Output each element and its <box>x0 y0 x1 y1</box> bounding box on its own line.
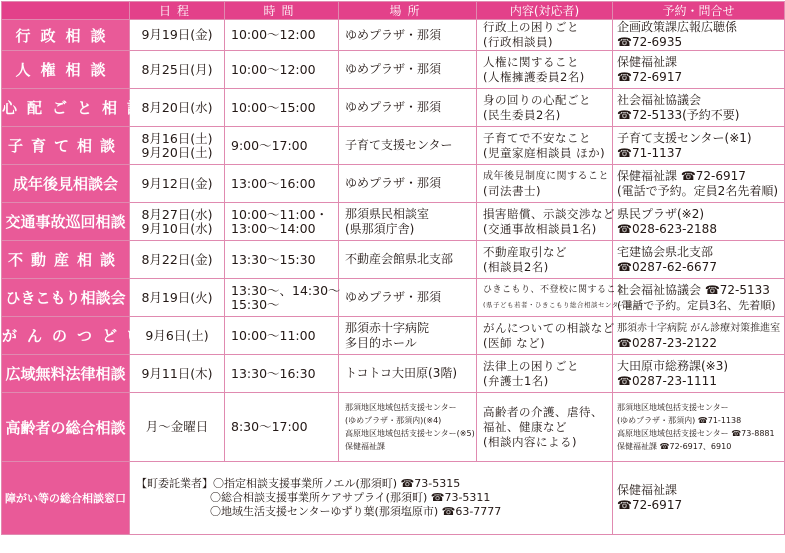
place-cell <box>339 20 477 51</box>
header-place: 場所 <box>339 2 477 20</box>
contact-line: (電話で予約。定員3名、先着順) <box>617 298 776 312</box>
time-cell <box>225 51 339 89</box>
consultation-row <box>2 355 785 393</box>
place-cell <box>339 165 477 203</box>
disability-row <box>2 462 785 535</box>
contact-line: 子育て支援センター(※1) <box>617 130 752 145</box>
place-line: ゆめプラザ・那須 <box>345 27 442 42</box>
contact-line: ☎0287-62-6677 <box>617 259 717 274</box>
header-time: 時間 <box>225 2 339 20</box>
time-line: 10:00〜12:00 <box>231 61 316 77</box>
content-line: (交通事故相談員1名) <box>483 221 597 236</box>
contact-cell <box>613 317 785 355</box>
date-line: 8月19日(火) <box>141 289 213 305</box>
contact-cell <box>613 393 785 462</box>
provider-line: 【町委託業者】〇指定相談支援事業所ノエル(那須町) ☎73-5315 <box>136 477 461 490</box>
place-line: 不動産会館県北支部 <box>345 252 454 266</box>
place-cell <box>339 317 477 355</box>
place-line: ゆめプラザ・那須 <box>345 100 442 114</box>
contact-cell <box>613 165 785 203</box>
header-content: 内容(対応者) <box>477 2 613 20</box>
place-cell <box>339 241 477 279</box>
time-cell <box>225 393 339 462</box>
contact-line: (ゆめプラザ・那須内) ☎71-1138 <box>617 416 742 425</box>
contact-line: ☎028-623-2188 <box>617 221 717 236</box>
time-line: 13:00〜16:00 <box>231 175 316 191</box>
time-line: 10:00〜15:00 <box>231 99 316 115</box>
contact-line: 社会福祉協議会 <box>617 92 702 107</box>
contact-line: 県民プラザ(※2) <box>617 206 705 221</box>
time-cell <box>225 127 339 165</box>
consultation-name: 交通事故巡回相談 <box>2 203 130 241</box>
date-cell <box>130 279 225 317</box>
time-line: 8:30〜17:00 <box>231 419 308 434</box>
consultation-row <box>2 51 785 89</box>
contact-cell <box>613 279 785 317</box>
contact-cell <box>613 51 785 89</box>
consultation-name: 高齢者の総合相談 <box>2 393 130 462</box>
consultation-name: 不動産相談 <box>2 241 130 279</box>
place-line: 那須赤十字病院 <box>345 320 430 335</box>
consultation-row <box>2 203 785 241</box>
contact-line: 高原地区地域包括支援センター ☎73-8881 <box>617 429 775 438</box>
content-line: (医師 など) <box>483 335 546 350</box>
consultation-row <box>2 165 785 203</box>
time-cell <box>225 279 339 317</box>
contact-cell <box>613 203 785 241</box>
date-cell <box>130 393 225 462</box>
time-cell <box>225 89 339 127</box>
date-line: 9月11日(木) <box>141 365 213 381</box>
content-line: (相談内容による) <box>483 434 577 449</box>
contact-line: 保健福祉課 ☎72-6917、6910 <box>617 442 732 451</box>
content-line: 子育てで不安なこと <box>483 130 591 145</box>
place-cell <box>339 279 477 317</box>
place-cell <box>339 127 477 165</box>
header-row <box>2 2 785 20</box>
date-cell <box>130 51 225 89</box>
content-line: (弁護士1名) <box>483 373 549 388</box>
date-line: 8月16日(土) <box>141 130 213 146</box>
time-line: 10:00〜11:00・ <box>231 206 329 222</box>
consultation-name: 行政相談 <box>2 20 130 51</box>
content-line: 不動産取引など <box>483 244 567 259</box>
content-cell <box>477 89 613 127</box>
content-cell <box>477 241 613 279</box>
contact-line: ☎71-1137 <box>617 145 683 160</box>
content-cell <box>477 203 613 241</box>
date-line: 9月12日(金) <box>141 175 213 191</box>
content-line: がんについての相談など <box>483 320 615 335</box>
content-line: 法律上の困りごと <box>483 358 579 373</box>
date-line: 8月27日(水) <box>141 206 213 222</box>
content-line: 成年後見制度に関すること <box>483 170 609 182</box>
content-line: (児童家庭相談員 ほか) <box>483 145 606 160</box>
consultation-name: がんのつどい <box>2 317 130 355</box>
contact-line: 保健福祉課 ☎72-6917 <box>617 168 746 183</box>
contact-cell <box>613 241 785 279</box>
consultation-row <box>2 393 785 462</box>
place-line: トコトコ大田原(3階) <box>345 366 458 380</box>
header-contact: 予約・問合せ <box>613 2 785 20</box>
consultation-row <box>2 20 785 51</box>
time-line: 13:00〜14:00 <box>231 220 316 236</box>
contact-line: 那須赤十字病院 がん診療対策推進室 <box>617 322 781 334</box>
date-cell <box>130 127 225 165</box>
content-cell <box>477 317 613 355</box>
contact-line: ☎72-5133(予約不要) <box>617 107 740 122</box>
content-cell <box>477 165 613 203</box>
time-line: 9:00〜17:00 <box>231 137 308 153</box>
content-line: (民生委員2名) <box>483 107 561 122</box>
consultation-row <box>2 279 785 317</box>
contact-line: ☎72-6935 <box>617 35 683 49</box>
content-line: 行政上の困りごと <box>483 20 579 34</box>
date-line: 9月6日(土) <box>145 327 209 343</box>
time-line: 10:00〜12:00 <box>231 27 316 42</box>
content-line: 損害賠償、示談交渉など <box>483 206 615 221</box>
content-line: (司法書士) <box>483 183 541 198</box>
time-cell <box>225 317 339 355</box>
consultation-name: 成年後見相談会 <box>2 165 130 203</box>
date-line: 8月25日(月) <box>141 61 213 77</box>
provider-line: 〇地域生活支援センターゆずり葉(那須塩原市) ☎63-7777 <box>210 505 502 518</box>
date-line: 9月10日(水) <box>141 220 213 236</box>
contact-line: 那須地区地域包括支援センター <box>617 403 729 412</box>
consultation-name: 人権相談 <box>2 51 130 89</box>
place-cell <box>339 393 477 462</box>
content-line: (行政相談員) <box>483 35 553 49</box>
place-cell <box>339 89 477 127</box>
consultation-name: 子育て相談 <box>2 127 130 165</box>
time-cell <box>225 355 339 393</box>
content-line: (相談員2名) <box>483 259 549 274</box>
date-cell <box>130 241 225 279</box>
content-cell <box>477 51 613 89</box>
place-line: 子育て支援センター <box>345 138 453 152</box>
content-line: 身の回りの心配ごと <box>483 92 591 107</box>
time-line: 13:30〜16:30 <box>231 365 316 381</box>
date-cell <box>130 355 225 393</box>
place-line: 保健福祉課 <box>345 442 385 451</box>
content-line: 人権に関すること <box>483 54 579 69</box>
contact-line: 保健福祉課 <box>617 483 678 497</box>
date-line: 9月20日(土) <box>141 144 213 160</box>
contact-line: ☎72-6917 <box>617 498 683 512</box>
content-line: 福祉、健康など <box>483 419 567 434</box>
time-line: 15:30〜 <box>231 296 280 312</box>
place-cell <box>339 51 477 89</box>
content-cell <box>477 355 613 393</box>
contact-line: 大田原市総務課(※3) <box>617 358 729 373</box>
content-line: (県子ども若者・ひきこもり総合相談センター職員) <box>483 300 643 309</box>
contact-line: 宅建協会県北支部 <box>617 244 714 259</box>
time-line: 13:30〜15:30 <box>231 251 316 267</box>
contact-line: (電話で予約。定員2名先着順) <box>617 183 778 198</box>
content-line: 高齢者の介護、虐待、 <box>483 404 603 419</box>
content-line: (人権擁護委員2名) <box>483 69 585 84</box>
contact-line: 企画政策課広報広聴係 <box>617 20 738 34</box>
header-date: 日程 <box>130 2 225 20</box>
place-line: ゆめプラザ・那須 <box>345 176 442 190</box>
place-line: ゆめプラザ・那須 <box>345 290 442 304</box>
contact-cell <box>613 89 785 127</box>
time-cell <box>225 203 339 241</box>
time-cell <box>225 165 339 203</box>
date-cell <box>130 203 225 241</box>
contact-cell <box>613 355 785 393</box>
provider-line: 〇総合相談支援事業所ケアサプライ(那須町) ☎73-5311 <box>210 491 491 504</box>
place-line: 高原地区地域包括支援センター(※5) <box>345 429 475 438</box>
disability-providers <box>130 462 613 535</box>
consultation-name: ひきこもり相談会 <box>2 279 130 317</box>
consultation-row <box>2 317 785 355</box>
place-line: 多目的ホール <box>345 335 417 350</box>
place-line: (ゆめプラザ・那須内)(※4) <box>345 416 442 425</box>
contact-line: 社会福祉協議会 ☎72-5133 <box>617 282 770 297</box>
content-line: ひきこもり、不登校に関すること <box>483 284 626 295</box>
date-line: 8月22日(金) <box>141 251 213 267</box>
content-cell <box>477 127 613 165</box>
content-cell <box>477 393 613 462</box>
place-line: (県那須庁舎) <box>345 221 415 236</box>
contact-line: ☎72-6917 <box>617 69 683 84</box>
consultation-name: 心配ごと相談 <box>2 89 130 127</box>
consultation-row <box>2 127 785 165</box>
date-line: 9月19日(金) <box>141 27 213 42</box>
date-line: 8月20日(水) <box>141 99 213 115</box>
place-cell <box>339 203 477 241</box>
header-blank <box>2 2 130 20</box>
contact-cell <box>613 127 785 165</box>
consultation-row <box>2 89 785 127</box>
place-line: 那須地区地域包括支援センター <box>345 403 457 412</box>
time-cell <box>225 20 339 51</box>
date-cell <box>130 165 225 203</box>
consultation-schedule-table <box>1 1 785 535</box>
date-cell <box>130 89 225 127</box>
disability-contact <box>613 462 785 535</box>
date-cell <box>130 20 225 51</box>
contact-line: 保健福祉課 <box>617 54 678 69</box>
place-line: 那須県民相談室 <box>345 206 430 221</box>
contact-line: ☎0287-23-1111 <box>617 373 717 388</box>
consultation-name: 広域無料法律相談 <box>2 355 130 393</box>
time-cell <box>225 241 339 279</box>
time-line: 10:00〜11:00 <box>231 327 316 343</box>
place-cell <box>339 355 477 393</box>
content-cell <box>477 279 643 317</box>
consultation-row <box>2 241 785 279</box>
time-line: 13:30〜、14:30〜 <box>231 282 341 298</box>
content-cell <box>477 20 613 51</box>
contact-line: ☎0287-23-2122 <box>617 335 717 350</box>
contact-cell <box>613 20 785 51</box>
consultation-name: 障がい等の総合相談窓口 <box>2 462 130 535</box>
date-line: 月〜金曜日 <box>145 419 209 434</box>
place-line: ゆめプラザ・那須 <box>345 62 442 76</box>
